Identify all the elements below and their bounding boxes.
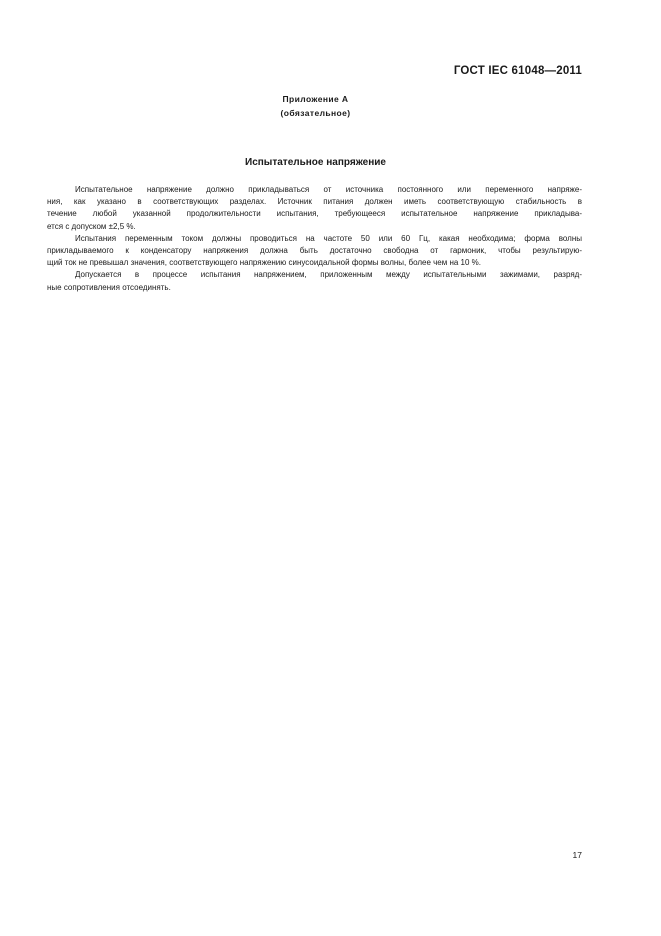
text-line: ется с допуском ±2,5 %. (47, 221, 136, 231)
body-text (47, 184, 582, 294)
annex-status: (обязательное) (280, 108, 351, 118)
text-line: ния, как указано в соответствующих разделах. Источник питания должен иметь соответствующую стабильность в (47, 197, 582, 207)
text-line: Допускается в процессе испытания напряжением, приложенным между испытательными зажимами, разряд- (75, 270, 582, 280)
text-line: прикладываемого к конденсатору напряжения должна быть достаточно свободна от гармоник, чтобы результирую- (47, 246, 582, 256)
text-line: Испытания переменным током должны проводиться на частоте 50 или 60 Гц, какая необходима; форма волны (75, 233, 582, 243)
section-title: Испытательное напряжение (245, 157, 386, 168)
paragraph-3 (47, 269, 582, 293)
text-line: щий ток не превышал значения, соответствующего напряжению синусоидальной формы волны, более чем на 10 %. (47, 258, 482, 268)
paragraph-2 (47, 233, 582, 270)
text-line: Испытательное напряжение должно прикладываться от источника постоянного или переменного напряже- (75, 185, 582, 194)
text-line: течение любой указанной продолжительности испытания, требующееся испытательное напряжение прикладыва- (47, 209, 582, 219)
standard-code: ГОСТ IEC 61048—2011 (453, 65, 582, 77)
paragraph-1 (47, 184, 582, 233)
page-number: 17 (572, 850, 582, 860)
annex-title: Приложение А (282, 94, 349, 104)
text-line: ные сопротивления отсоединять. (47, 282, 171, 292)
